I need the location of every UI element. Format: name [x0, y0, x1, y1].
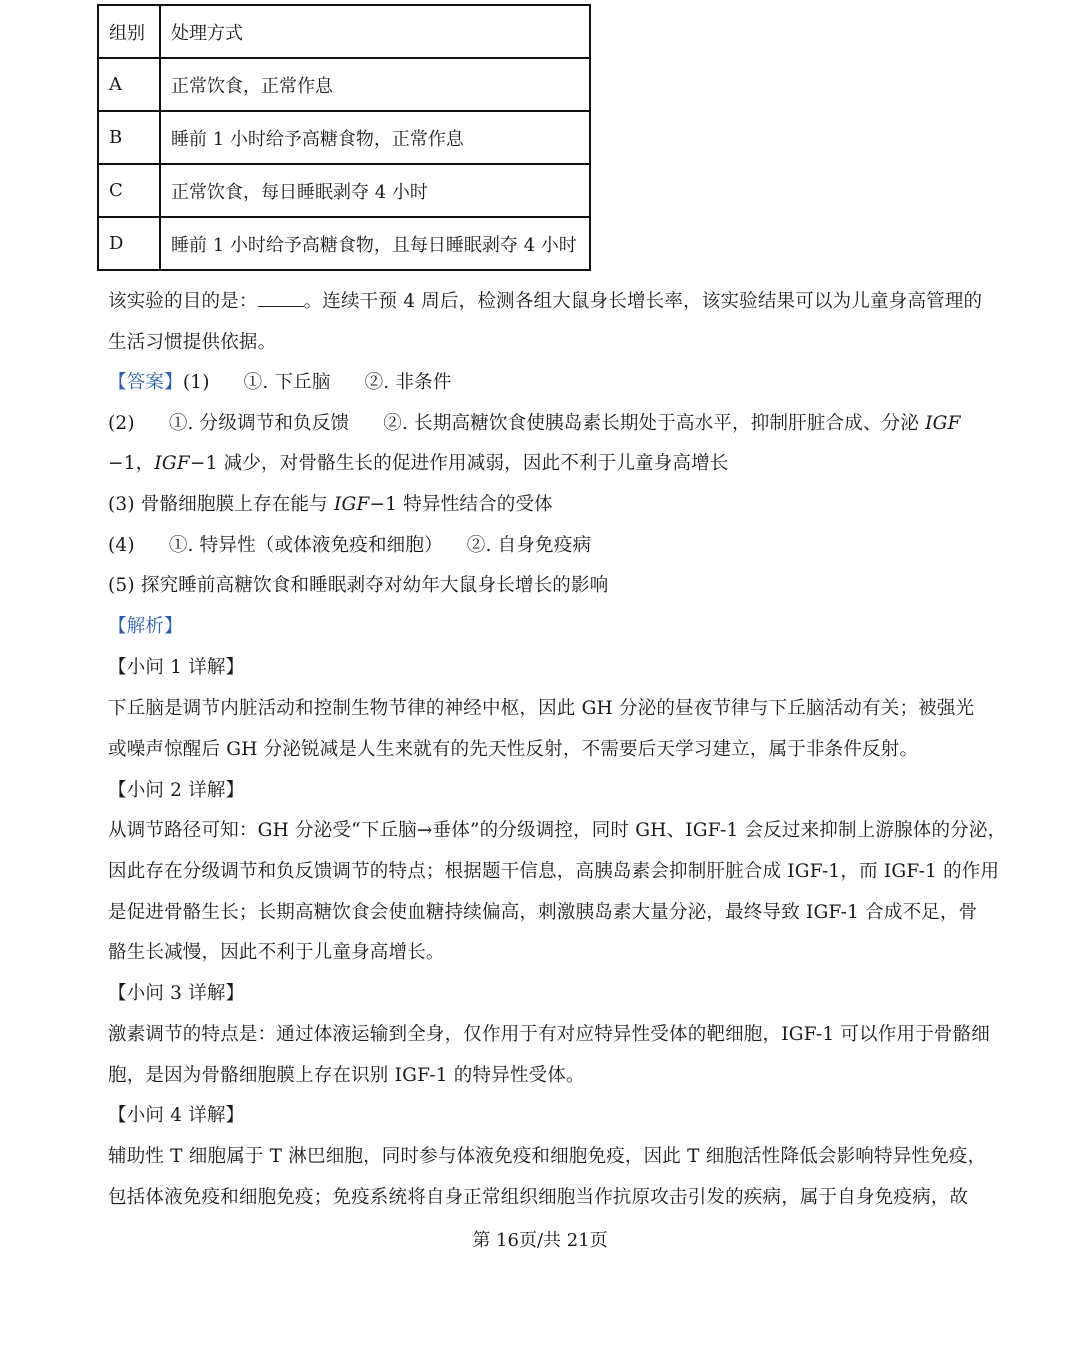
answer-part: ①. 下丘脑: [243, 372, 331, 393]
question-line: [108, 290, 982, 314]
table-row: [98, 58, 590, 111]
analysis-line: 胞，是因为骨骼细胞膜上存在识别 IGF-1 的特异性受体。: [108, 1065, 585, 1086]
page-number: 第 16页/共 21页: [472, 1230, 608, 1251]
igf-term: IGF: [333, 494, 370, 515]
answer-line: [108, 371, 452, 395]
table-cell: 睡前 1 小时给予高糖食物，正常作息: [160, 111, 590, 164]
question-text: 生活习惯提供依据。: [108, 332, 277, 353]
question-text: 。连续干预 4 周后，检测各组大鼠身长增长率，该实验结果可以为儿童身高管理的: [303, 291, 983, 312]
answer-part: ①. 特异性（或体液免疫和细胞）: [168, 535, 443, 556]
table-cell: 睡前 1 小时给予高糖食物，且每日睡眠剥夺 4 小时: [160, 217, 590, 270]
subquestion-title: 【小问 4 详解】: [108, 1105, 245, 1126]
table-header-cell: 组别: [98, 5, 160, 58]
answer-part: ②. 自身免疫病: [466, 535, 592, 556]
analysis-line: 包括体液免疫和细胞免疫；免疫系统将自身正常组织细胞当作抗原攻击引发的疾病，属于自身免疫病，故: [108, 1187, 969, 1208]
table-header-row: [98, 5, 590, 58]
table-header-cell: 处理方式: [160, 5, 590, 58]
question-line: [108, 331, 276, 355]
analysis-tag: 【解析】: [108, 616, 183, 637]
answer-line: [108, 534, 591, 558]
answer-number: (4): [108, 535, 135, 556]
answer-part: ②. 非条件: [364, 372, 452, 393]
answer-text: −1 减少，对骨骼生长的促进作用减弱，因此不利于儿童身高增长: [189, 453, 729, 474]
treatment-table: [97, 4, 591, 271]
analysis-line: 下丘脑是调节内脏活动和控制生物节律的神经中枢，因此 GH 分泌的昼夜节律与下丘脑活动有关；被强光: [108, 698, 975, 719]
table-row: [98, 164, 590, 217]
analysis-line: 或噪声惊醒后 GH 分泌锐减是人生来就有的先天性反射，不需要后天学习建立，属于非条件反射。: [108, 739, 919, 760]
answer-number: (2): [108, 413, 135, 434]
analysis-line: 激素调节的特点是：通过体液运输到全身，仅作用于有对应特异性受体的靶细胞，IGF-1 可以作用于骨骼细: [108, 1024, 990, 1045]
analysis-line: 骼生长减慢，因此不利于儿童身高增长。: [108, 942, 445, 963]
table-row: [98, 217, 590, 270]
answer-text: −1 特异性结合的受体: [369, 494, 553, 515]
subquestion-title: 【小问 3 详解】: [108, 983, 245, 1004]
answer-line: [108, 452, 729, 476]
answer-line: [108, 574, 608, 598]
answer-line: [108, 412, 961, 436]
table-cell: 正常饮食，正常作息: [160, 58, 590, 111]
answer-part: ①. 分级调节和负反馈: [168, 413, 350, 434]
table-cell: B: [98, 111, 160, 164]
table-cell: D: [98, 217, 160, 270]
analysis-line: 从调节路径可知：GH 分泌受“下丘脑→垂体”的分级调控，同时 GH、IGF-1 会反过来抑制上游腺体的分泌，: [108, 820, 1007, 841]
answer-number: (1): [182, 372, 210, 393]
subquestion-title: 【小问 1 详解】: [108, 657, 245, 678]
table-row: [98, 111, 590, 164]
analysis-line: 是促进骨骼生长；长期高糖饮食会使血糖持续偏高，刺激胰岛素大量分泌，最终导致 IGF-1 合成不足，骨: [108, 902, 978, 923]
igf-term: IGF: [154, 453, 190, 474]
subquestion-title: 【小问 2 详解】: [108, 780, 245, 801]
answer-text: (3) 骨骼细胞膜上存在能与: [108, 494, 328, 515]
table-cell: A: [98, 58, 160, 111]
answer-text: (5) 探究睡前高糖饮食和睡眠剥夺对幼年大鼠身长增长的影响: [108, 575, 609, 596]
analysis-line: 辅助性 T 细胞属于 T 淋巴细胞，同时参与体液免疫和细胞免疫，因此 T 细胞活性降低会影响特异性免疫，: [108, 1146, 987, 1167]
answer-line: [108, 493, 553, 517]
answer-part: ②. 长期高糖饮食使胰岛素长期处于高水平，抑制肝脏合成、分泌: [383, 413, 920, 434]
igf-term: IGF: [925, 413, 961, 434]
question-text: 该实验的目的是：: [108, 291, 258, 312]
answer-text: −1，: [108, 453, 155, 474]
table-cell: 正常饮食，每日睡眠剥夺 4 小时: [160, 164, 590, 217]
analysis-line: 因此存在分级调节和负反馈调节的特点；根据题干信息，高胰岛素会抑制肝脏合成 IGF-1，而 IGF-1 的作用: [108, 861, 1000, 882]
answer-tag: 【答案】: [108, 372, 183, 393]
table-cell: C: [98, 164, 160, 217]
answer-blank: [258, 292, 304, 307]
